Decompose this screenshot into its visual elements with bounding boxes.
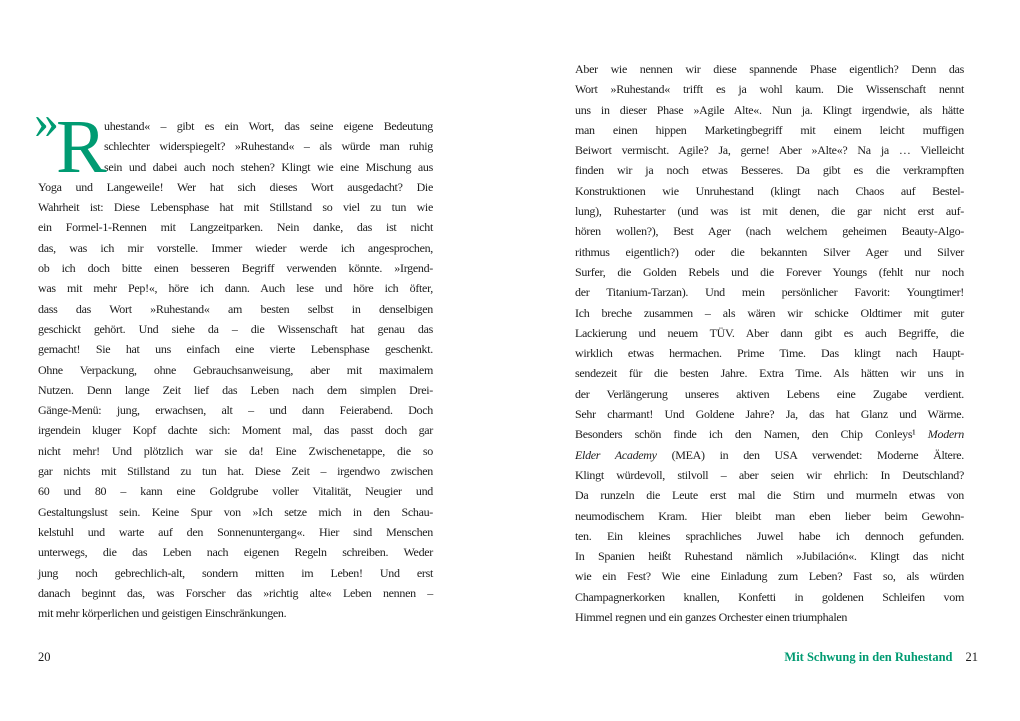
dropcap-letter: R: [56, 105, 107, 189]
text-line: Yoga und Langeweile! Wer hat sich dieses Wort ausgedacht? Die: [38, 179, 433, 194]
text-line: uhestand« – gibt es ein Wort, das seine eigene Bedeutung: [104, 119, 433, 133]
text-line: ob ich doch bitte einen besseren Begriff verwenden könnte. »Irgend-: [38, 261, 433, 276]
opening-guillemet: »: [34, 93, 59, 149]
page-number-left: 20: [38, 650, 51, 664]
text-line: gar nichts mit Stillstand zu tun hat. Diese Zeit – irgendwo zwischen: [38, 464, 433, 479]
text-line: Klingt würdevoll, stilvoll – aber seien wir ehrlich: In Deutschland?: [575, 467, 964, 482]
left-page-text: [38, 116, 433, 623]
text-line: finden wir ja noch etwas Besseres. Da gibt es die verkrampften: [575, 163, 964, 178]
page-number-right: 21: [965, 650, 978, 664]
text-line: dass das Wort »Ruhestand« am besten selbst in denselbigen: [38, 301, 433, 316]
text-line: ein Formel-1-Rennen mit Langzeitparken. Nein danke, das ist nicht: [38, 220, 433, 235]
text-line: Surfer, die Golden Rebels und die Forever Youngs (fehlt nur noch: [575, 264, 964, 279]
text-line: [575, 445, 964, 465]
text-line: der Titanium-Tarzan). Und mein persönlicher Favorit: Youngtimer!: [575, 285, 964, 300]
text-line: wie ein Fest? Wie eine Einladung zum Leben? Fast so, als würden: [575, 569, 964, 584]
text-line: gemacht! Sie hat uns einfach eine vierte Lebensphase geschenkt.: [38, 342, 433, 357]
text-line: irgendein kluger Kopf dachte sich: Moment mal, das passt doch gar: [38, 423, 433, 438]
text-line: 60 und 80 – kann eine Goldgrube voller Vitalität, Neugier und: [38, 484, 433, 499]
text-line: der Verlängerung unseres aktiven Lebens eine Zugabe verdient.: [575, 386, 964, 401]
text-line: Da runzeln die Leute erst mal die Stirn und murmeln etwas von: [575, 488, 964, 503]
running-footer: [575, 650, 978, 665]
text-line: Gänge-Menü: jung, erwachsen, alt – und dann Feierabend. Doch: [38, 403, 433, 418]
text-line: kelstuhl und warte auf den Sonnenuntergang«. Hier sind Menschen: [38, 524, 433, 539]
text-line: Aber wie nennen wir diese spannende Phase eigentlich? Denn das: [575, 62, 964, 76]
page-right: [510, 0, 1020, 721]
text-line: Lackierung und neuem TÜV. Aber dann gibt es auch Begriffe, die: [575, 325, 964, 340]
text-line: Konstruktionen wie Unruhestand (klingt nach Chaos auf Bestel-: [575, 183, 964, 198]
text-line: neumodischem Kram. Hier bleibt man eben lieber beim Gewohn-: [575, 508, 964, 523]
text-line: uns in dieser Phase »Agile Alte«. Nun ja. Klingt irgendwie, als hätte: [575, 102, 964, 117]
text-run: (MEA) in den USA verwendet: Moderne Ältere.: [656, 447, 964, 462]
text-line: hören wollen?), Best Ager (nach welchem geheimen Beauty-Algo-: [575, 224, 964, 239]
text-line: Champagnerkorken knallen, Konfetti in goldenen Schleifen vom: [575, 589, 964, 604]
text-line: unterwegs, die das Leben nach eigenen Regeln schreiben. Weder: [38, 545, 433, 560]
text-line: das, was ich mir vorstelle. Immer wieder werde ich angesprochen,: [38, 240, 433, 255]
text-line: Wahrheit ist: Diese Lebensphase hat mit Stillstand so viel zu tun wie: [38, 200, 433, 215]
text-line: Nutzen. Denn lange Zeit lief das Leben nach dem simplen Drei-: [38, 382, 433, 397]
text-line: schlechter widerspiegelt? »Ruhestand« – als würde man ruhig: [104, 139, 433, 154]
text-run: Besonders schön finde ich den Namen, den Chip Conleys¹: [575, 427, 928, 442]
text-line: wirklich etwas hermachen. Prime Time. Das klingt nach Haupt-: [575, 346, 964, 361]
text-line: mit mehr körperlichen und geistigen Einschränkungen.: [38, 606, 287, 621]
text-line: geschickt gehört. Und siehe da – die Wissenschaft hat genau das: [38, 321, 433, 336]
text-line: sein und dabei auch noch stehen? Klingt wie eine Mischung aus: [104, 159, 433, 174]
text-line: Himmel regnen und ein ganzes Orchester einen triumphalen: [575, 610, 848, 625]
text-line: Ohne Verpackung, ohne Gebrauchsanweisung, aber mit maximalem: [38, 362, 433, 377]
text-line: Sehr charmant! Und Goldene Jahre? Ja, das hat Glanz und Wärme.: [575, 407, 964, 422]
text-line: In Spanien heißt Ruhestand nämlich »Jubilación«. Klingt das nicht: [575, 549, 964, 564]
text-line: [575, 424, 964, 444]
text-line: Gestaltungslust sein. Keine Spur von »Ich setze mich in den Schau-: [38, 504, 433, 519]
italic-text: Modern: [927, 427, 964, 442]
right-text-block: [575, 59, 964, 627]
text-line: sendezeit für die besten Jahre. Extra Time. Als hätten wir uns in: [575, 366, 964, 381]
text-line: ten. Ein kleines sprachliches Juwel habe ich dennoch gefunden.: [575, 528, 964, 543]
text-line: Wort »Ruhestand« trifft es ja wohl kaum. Die Wissenschaft nennt: [575, 82, 964, 97]
right-page-text: [575, 59, 964, 627]
text-line: Beiwort vermischt. Agile? Ja, gerne! Aber »Alte«? Na ja … Vielleicht: [575, 143, 964, 158]
text-line: was mit mehr Pep!«, höre ich dann. Auch lese und höre ich öfter,: [38, 281, 433, 296]
text-line: Ich breche zusammen – als wären wir schicke Oldtimer mit guter: [575, 305, 964, 320]
text-line: man einen hippen Marketingbegriff mit einem leicht muffigen: [575, 122, 964, 137]
text-line: danach beginnt das, was Forscher das »richtig alte« Leben nennen –: [38, 585, 433, 600]
text-line: nicht mehr! Und plötzlich war sie da! Eine Zwischenetappe, die so: [38, 443, 433, 458]
left-text-block: [34, 93, 433, 623]
text-line: lung), Ruhestarter (und was ist mit denen, die gar nicht erst auf-: [575, 204, 964, 219]
text-line: jung noch gebrechlich-alt, sondern mitten im Leben! Und erst: [38, 565, 433, 580]
italic-text: Elder Academy: [575, 447, 657, 462]
chapter-title: Mit Schwung in den Ruhestand: [784, 650, 953, 664]
text-line: rithmus eigentlich?) oder die bekannten Silver Ager und Silver: [575, 244, 964, 259]
